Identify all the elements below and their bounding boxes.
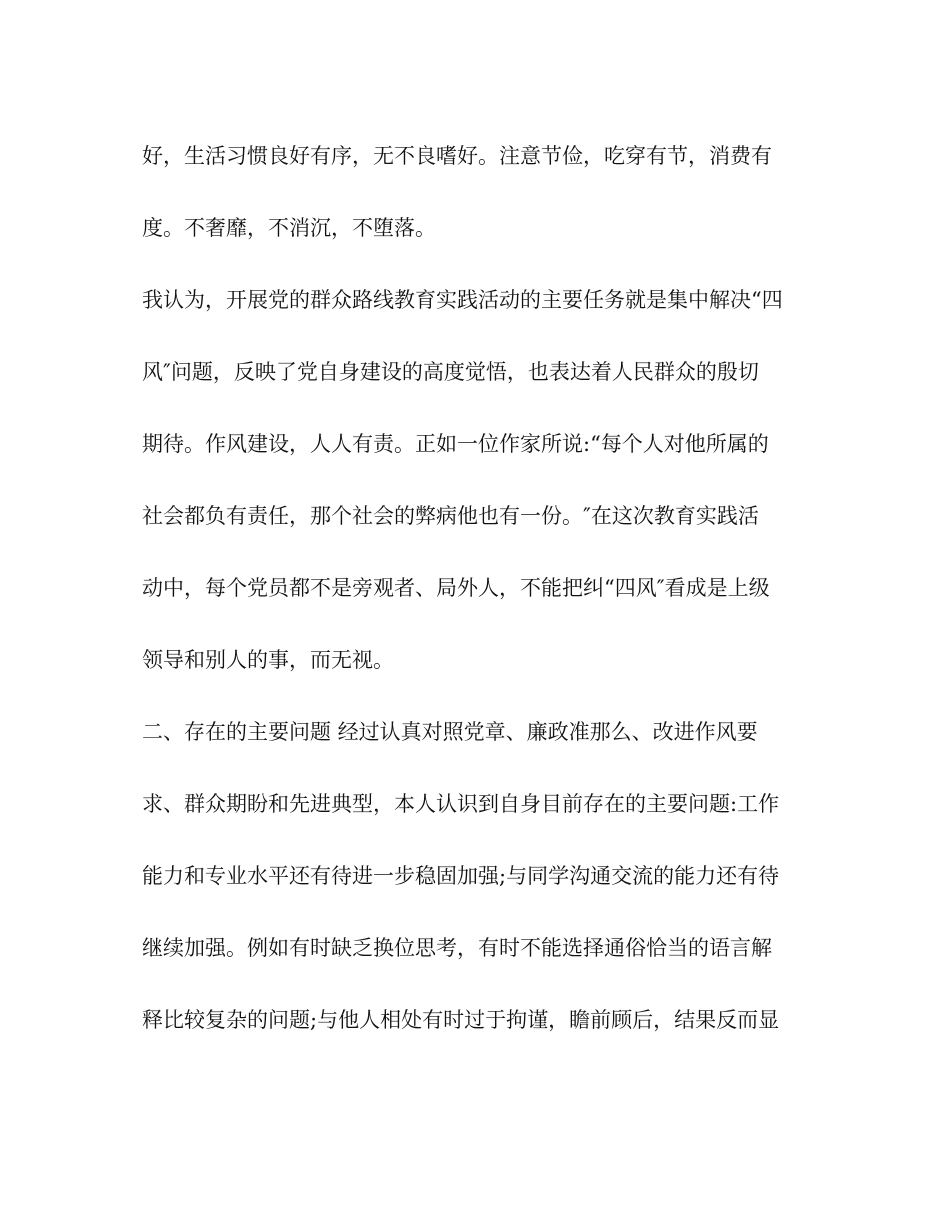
text-line: 度。不奢靡，不消沉，不堕落。 [142,216,436,240]
text-line: 社会都负有责任，那个社会的弊病他也有一份。″在这次教育实践活 [142,504,759,528]
text-line: 期待。作风建设，人人有责。正如一位作家所说:“每个人对他所属的 [142,432,769,456]
text-line: 能力和专业水平还有待进一步稳固加强;与同学沟通交流的能力还有待 [142,864,780,888]
text-line: 释比较复杂的问题;与他人相处有时过于拘谨，瞻前顾后，结果反而显 [142,1008,780,1032]
text-line: 动中，每个党员都不是旁观者、局外人，不能把纠“四风″看成是上级 [142,576,770,600]
text-line: 求、群众期盼和先进典型，本人认识到自身目前存在的主要问题:工作 [142,792,780,816]
body-text [142,120,822,1056]
text-line: 领导和别人的事，而无视。 [142,648,394,672]
text-line: 我认为，开展党的群众路线教育实践活动的主要任务就是集中解决“四 [142,288,783,312]
text-line: 继续加强。例如有时缺乏换位思考，有时不能选择通俗恰当的语言解 [142,936,772,960]
text-line: 二、存在的主要问题 经过认真对照党章、廉政准那么、改进作风要 [142,720,758,744]
text-line: 风″问题，反映了党自身建设的高度觉悟，也表达着人民群众的殷切 [142,360,759,384]
text-line: 好，生活习惯良好有序，无不良嗜好。注意节俭，吃穿有节，消费有 [142,144,772,168]
